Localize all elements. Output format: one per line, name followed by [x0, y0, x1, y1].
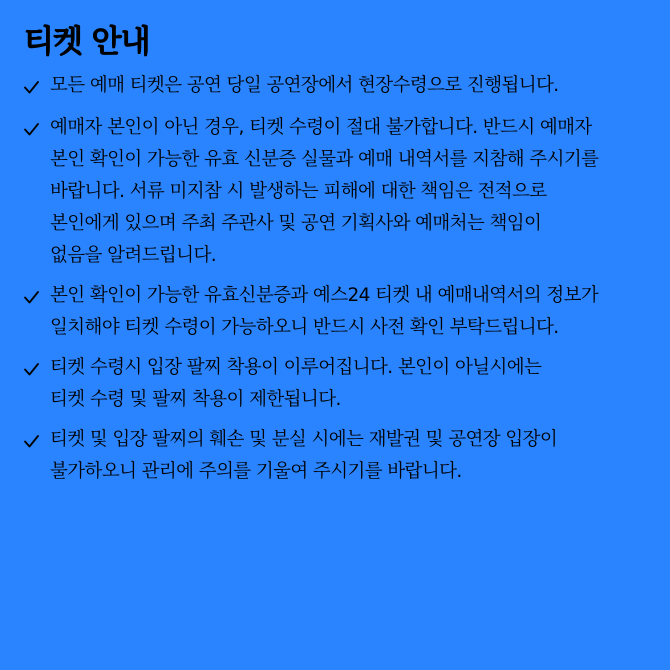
notice-item [24, 352, 646, 416]
notice-text: 티켓 및 입장 팔찌의 훼손 및 분실 시에는 재발권 및 공연장 입장이 불가하오니 관리에 주의를 기울여 주시기를 바랍니다. [50, 429, 558, 482]
check-icon [24, 280, 50, 314]
notice-item [24, 70, 646, 104]
notice-text: 예매자 본인이 아닌 경우, 티켓 수령이 절대 불가합니다. 반드시 예매자 본인 확인이 가능한 유효 신분증 실물과 예매 내역서를 지참해 주시기를 바랍니다. 서류 미지참 시 발생하는 피해에 대한 책임은 전적으로 본인에게 있으며 주최 주관사 및 공연 기획사와 예매처는 책임이 없음을 알려드립니다. [50, 117, 599, 266]
check-icon [24, 112, 50, 146]
notice-item [24, 280, 646, 344]
notice-text: 본인 확인이 가능한 유효신분증과 예스24 티켓 내 예매내역서의 정보가 일치해야 티켓 수령이 가능하오니 반드시 사전 확인 부탁드립니다. [50, 285, 599, 338]
check-icon [24, 352, 50, 386]
notice-item [24, 424, 646, 488]
notice-list [24, 70, 646, 488]
notice-text: 모든 예매 티켓은 공연 당일 공연장에서 현장수령으로 진행됩니다. [50, 75, 559, 96]
check-icon [24, 70, 50, 104]
check-icon [24, 424, 50, 458]
page-title: 티켓 안내 [24, 24, 150, 60]
notice-text: 티켓 수령시 입장 팔찌 착용이 이루어집니다. 본인이 아닐시에는 티켓 수령 및 팔찌 착용이 제한됩니다. [50, 357, 542, 410]
notice-item [24, 112, 646, 272]
